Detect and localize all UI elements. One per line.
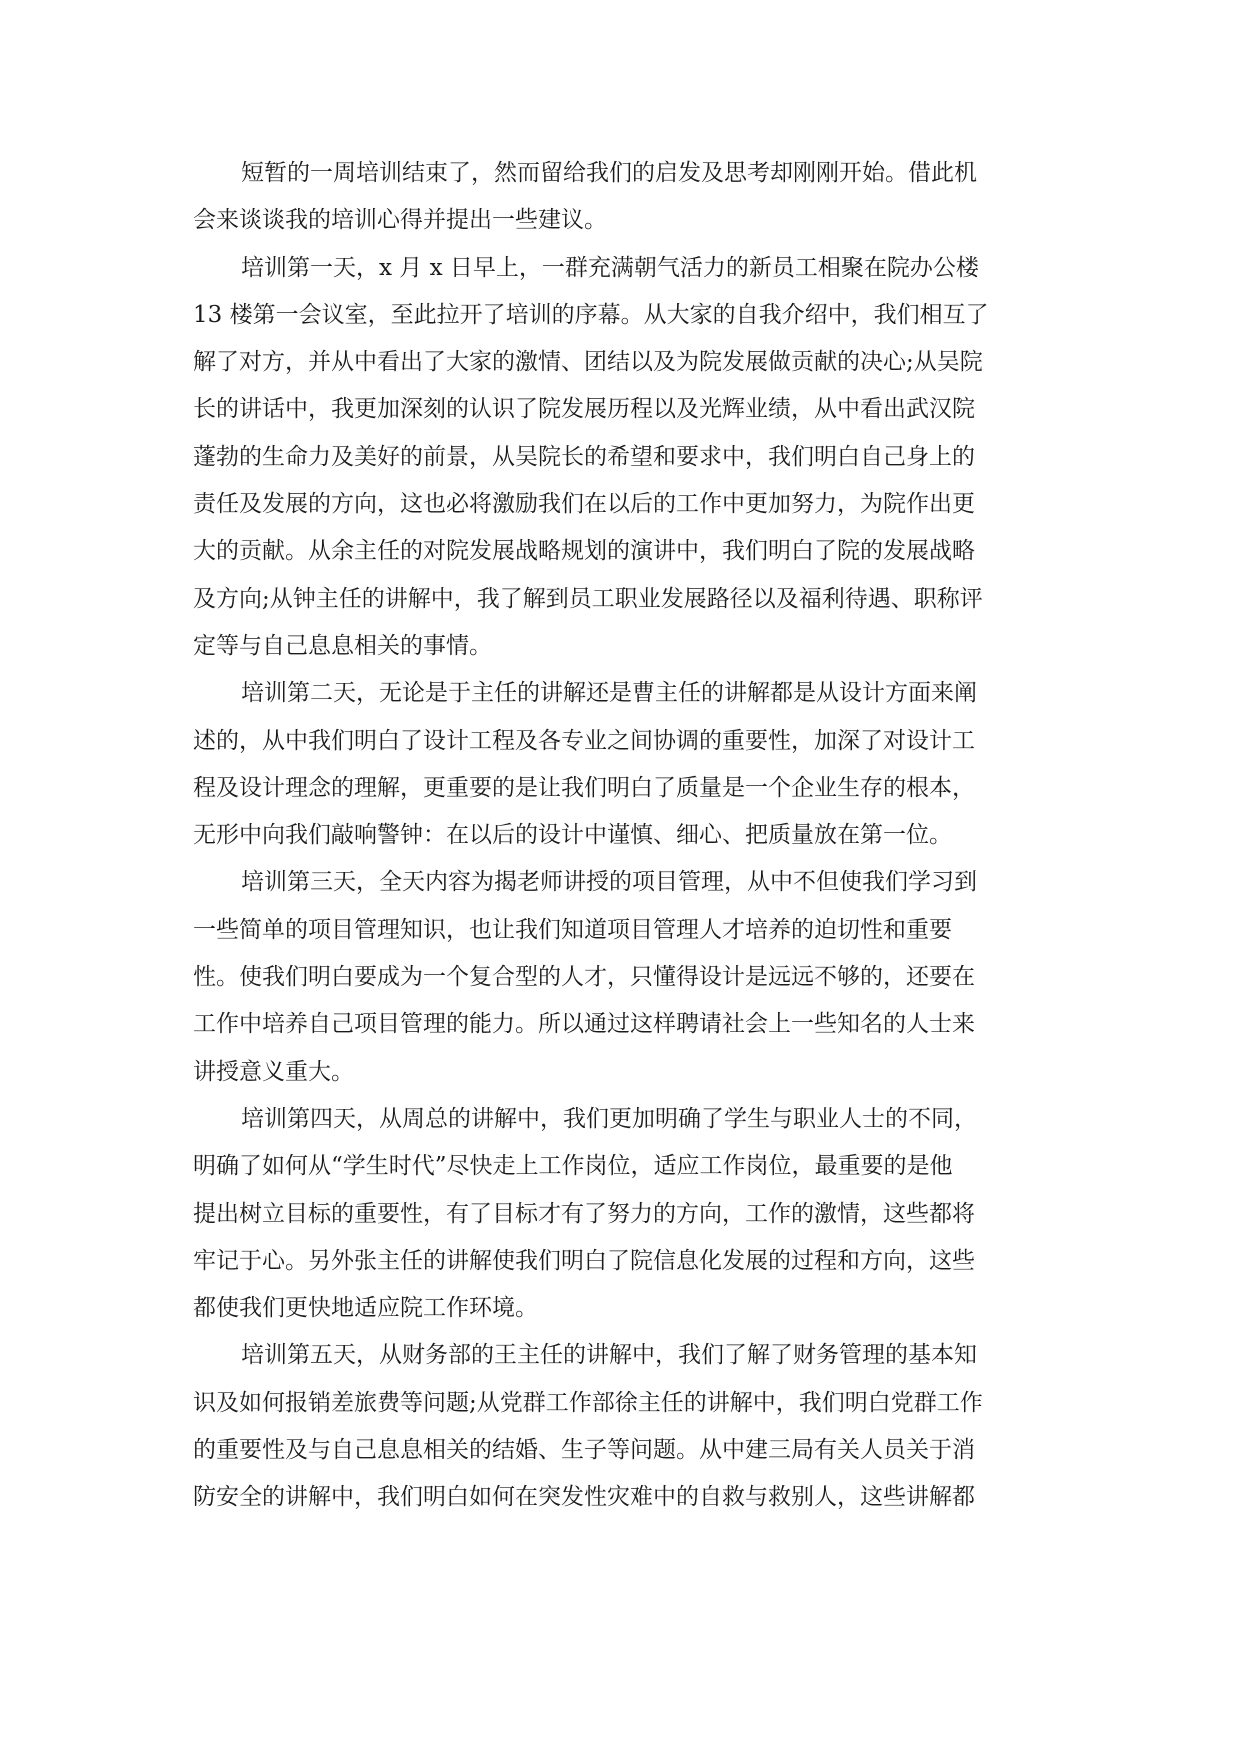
paragraph-line: 提出树立目标的重要性，有了目标才有了努力的方向，工作的激情，这些都将 [193, 1200, 975, 1227]
paragraph-6 [193, 1332, 1053, 1521]
paragraph-line: 长的讲话中，我更加深刻的认识了院发展历程以及光辉业绩，从中看出武汉院 [193, 396, 975, 423]
paragraph-line: 的重要性及与自己息息相关的结婚、生子等问题。从中建三局有关人员关于消 [193, 1437, 975, 1464]
paragraph-line: 定等与自己息息相关的事情。 [193, 632, 492, 659]
paragraph-4 [193, 859, 1053, 1095]
paragraph-line: 培训第一天，x 月 x 日早上，一群充满朝气活力的新员工相聚在院办公楼 [241, 254, 979, 281]
paragraph-1 [193, 150, 1053, 245]
paragraph-line: 蓬勃的生命力及美好的前景，从吴院长的希望和要求中，我们明白自己身上的 [193, 443, 975, 470]
paragraph-line: 大的贡献。从余主任的对院发展战略规划的演讲中，我们明白了院的发展战略 [193, 538, 975, 565]
paragraph-5 [193, 1096, 1053, 1332]
paragraph-2 [193, 245, 1053, 671]
paragraph-line: 培训第四天，从周总的讲解中，我们更加明确了学生与职业人士的不同， [241, 1105, 977, 1132]
paragraph-line: 讲授意义重大。 [193, 1058, 354, 1085]
paragraph-line: 程及设计理念的理解，更重要的是让我们明白了质量是一个企业生存的根本， [193, 774, 975, 801]
paragraph-line: 解了对方，并从中看出了大家的激情、团结以及为院发展做贡献的决心;从吴院 [193, 349, 983, 376]
paragraph-line: 性。使我们明白要成为一个复合型的人才，只懂得设计是远远不够的，还要在 [193, 964, 975, 991]
paragraph-line: 及方向;从钟主任的讲解中，我了解到员工职业发展路径以及福利待遇、职称评 [193, 585, 983, 612]
paragraph-line: 明确了如何从“学生时代”尽快走上工作岗位，适应工作岗位，最重要的是他 [193, 1153, 953, 1180]
paragraph-line: 一些简单的项目管理知识，也让我们知道项目管理人才培养的迫切性和重要 [193, 916, 952, 943]
paragraph-3 [193, 670, 1053, 859]
paragraph-line: 无形中向我们敲响警钟：在以后的设计中谨慎、细心、把质量放在第一位。 [193, 822, 952, 849]
paragraph-line: 会来谈谈我的培训心得并提出一些建议。 [193, 207, 607, 234]
paragraph-line: 识及如何报销差旅费等问题;从党群工作部徐主任的讲解中，我们明白党群工作 [193, 1389, 983, 1416]
paragraph-line: 工作中培养自己项目管理的能力。所以通过这样聘请社会上一些知名的人士来 [193, 1011, 975, 1038]
paragraph-line: 防安全的讲解中，我们明白如何在突发性灾难中的自救与救别人，这些讲解都 [193, 1484, 975, 1511]
document-body [193, 150, 1053, 1522]
paragraph-line: 短暂的一周培训结束了，然而留给我们的启发及思考却刚刚开始。借此机 [241, 160, 977, 186]
paragraph-line: 牢记于心。另外张主任的讲解使我们明白了院信息化发展的过程和方向，这些 [193, 1247, 975, 1274]
paragraph-line: 责任及发展的方向，这也必将激励我们在以后的工作中更加努力，为院作出更 [193, 491, 975, 518]
paragraph-line: 培训第五天，从财务部的王主任的讲解中，我们了解了财务管理的基本知 [241, 1342, 977, 1369]
paragraph-line: 述的，从中我们明白了设计工程及各专业之间协调的重要性，加深了对设计工 [193, 727, 975, 754]
paragraph-line: 13 楼第一会议室，至此拉开了培训的序幕。从大家的自我介绍中，我们相互了 [193, 301, 989, 328]
paragraph-line: 培训第二天，无论是于主任的讲解还是曹主任的讲解都是从设计方面来阐 [241, 680, 977, 707]
paragraph-line: 培训第三天，全天内容为揭老师讲授的项目管理，从中不但使我们学习到 [241, 869, 977, 896]
paragraph-line: 都使我们更快地适应院工作环境。 [193, 1295, 538, 1322]
